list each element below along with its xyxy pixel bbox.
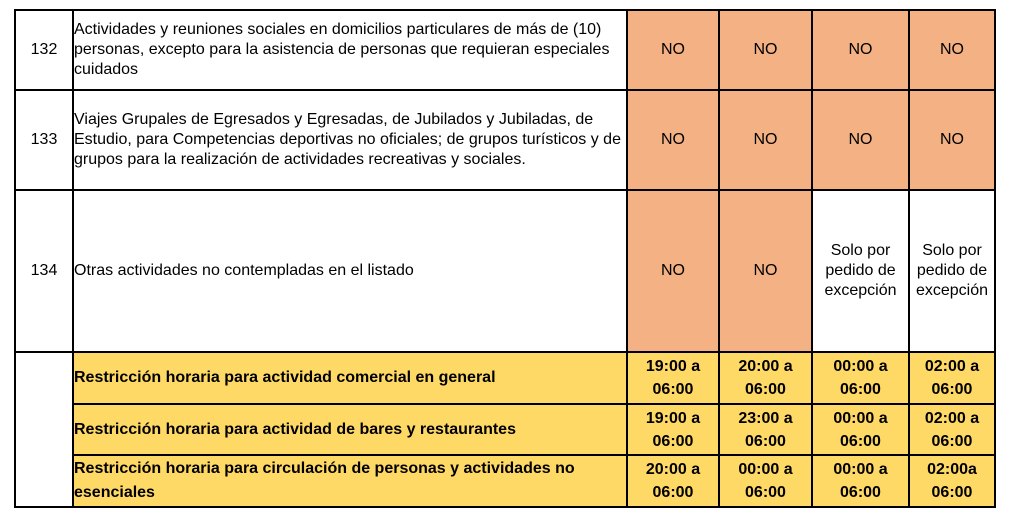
time-range-cell: 23:00 a 06:00 (719, 404, 812, 455)
status-cell: NO (627, 90, 719, 190)
row-number: 133 (15, 90, 73, 190)
restriction-row (15, 352, 995, 404)
restriction-label: Restricción horaria para actividad comercial en general (73, 352, 627, 404)
restriction-label: Restricción horaria para actividad de bares y restaurantes (73, 404, 627, 455)
activity-description: Viajes Grupales de Egresados y Egresadas, de Jubilados y Jubiladas, de Estudio, para Competencias deportivas no oficiales; de grupos turísticos y de grupos para la realización de actividades recreativas y sociales. (73, 90, 627, 190)
time-range-cell: 02:00a 06:00 (909, 455, 995, 507)
time-range-cell: 00:00 a 06:00 (812, 352, 909, 404)
status-cell: NO (627, 190, 719, 352)
time-range-cell: 00:00 a 06:00 (719, 455, 812, 507)
activity-description: Otras actividades no contempladas en el listado (73, 190, 627, 352)
time-range-cell: 19:00 a 06:00 (627, 404, 719, 455)
time-range-cell: 02:00 a 06:00 (909, 404, 995, 455)
exception-cell: Solo por pedido de excepción (909, 190, 995, 352)
time-range-cell: 20:00 a 06:00 (719, 352, 812, 404)
status-cell: NO (627, 10, 719, 90)
status-cell: NO (719, 10, 812, 90)
restriction-row (15, 404, 995, 455)
status-cell: NO (909, 10, 995, 90)
time-range-cell: 20:00 a 06:00 (627, 455, 719, 507)
status-cell: NO (812, 90, 909, 190)
table-row (15, 90, 995, 190)
status-cell: NO (909, 90, 995, 190)
time-range-cell: 19:00 a 06:00 (627, 352, 719, 404)
activity-description: Actividades y reuniones sociales en domicilios particulares de más de (10) personas, excepto para la asistencia de personas que requieran especiales cuidados (73, 10, 627, 90)
status-cell: NO (812, 10, 909, 90)
restriction-label: Restricción horaria para circulación de personas y actividades no esenciales (73, 455, 627, 507)
time-range-cell: 00:00 a 06:00 (812, 455, 909, 507)
row-number: 134 (15, 190, 73, 352)
row-number: 132 (15, 10, 73, 90)
table-row (15, 10, 995, 90)
empty-number-cell (15, 352, 73, 507)
exception-cell: Solo por pedido de excepción (812, 190, 909, 352)
status-cell: NO (719, 90, 812, 190)
table-row (15, 190, 995, 352)
time-range-cell: 00:00 a 06:00 (812, 404, 909, 455)
status-cell: NO (719, 190, 812, 352)
restriction-row (15, 455, 995, 507)
activities-table (14, 9, 996, 508)
time-range-cell: 02:00 a 06:00 (909, 352, 995, 404)
